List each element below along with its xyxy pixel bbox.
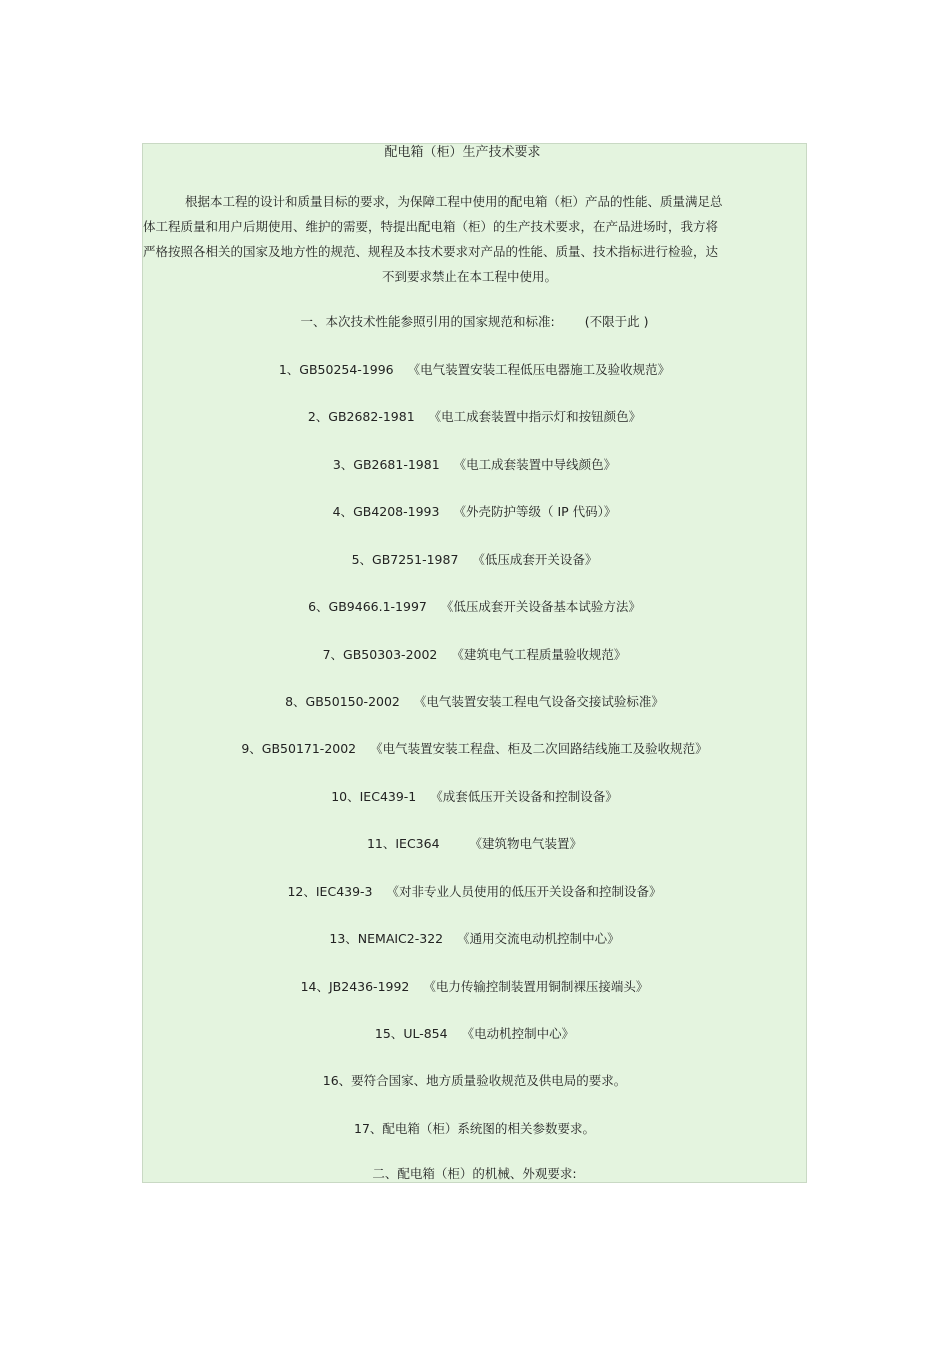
standard-item-3 <box>143 457 806 473</box>
standard-title: 《电气装置安装工程低压电器施工及验收规范》 <box>407 362 671 377</box>
section-2-heading: 二、配电箱（柜）的机械、外观要求: <box>372 1166 577 1181</box>
standard-title: 《低压成套开关设备》 <box>472 552 598 567</box>
standard-code: GB9466.1-1997 <box>328 599 427 614</box>
standard-title: 《外壳防护等级（ IP 代码）》 <box>453 504 617 519</box>
standard-code: JB2436-1992 <box>328 979 410 994</box>
standard-title: 《通用交流电动机控制中心》 <box>457 931 620 946</box>
standard-code: GB7251-1987 <box>372 552 459 567</box>
standard-title: 《电动机控制中心》 <box>461 1026 575 1041</box>
standard-code: GB50171-2002 <box>261 741 357 756</box>
standard-title: 《电气装置安装工程电气设备交接试验标准》 <box>413 694 664 709</box>
standard-number: 14、 <box>300 979 329 994</box>
standard-number: 15、 <box>374 1026 404 1041</box>
standard-title: 《对非专业人员使用的低压开关设备和控制设备》 <box>386 884 662 899</box>
section-1-heading <box>143 314 806 330</box>
standard-title: 《电气装置安装工程盘、柜及二次回路结线施工及验收规范》 <box>370 741 708 756</box>
standard-title: 《电工成套装置中导线颜色》 <box>453 457 617 472</box>
standard-code: IEC364 <box>395 836 440 851</box>
standard-item-15 <box>143 1026 806 1042</box>
standard-code: GB2682-1981 <box>328 409 415 424</box>
standard-item-7 <box>143 647 806 663</box>
standard-number: 12、 <box>287 884 316 899</box>
standard-item-8 <box>143 694 806 710</box>
standard-item-6 <box>143 599 806 615</box>
standard-title: 《电工成套装置中指示灯和按钮颜色》 <box>428 409 642 424</box>
standard-item-9 <box>143 741 806 757</box>
standard-item-10 <box>143 789 806 805</box>
standard-title: 《电力传输控制装置用铜制裸压接端头》 <box>423 979 649 994</box>
standard-number: 1、 <box>278 362 300 377</box>
standard-code: IEC439-1 <box>359 789 417 804</box>
standard-item-11 <box>143 836 806 852</box>
standard-code: GB50303-2002 <box>343 647 438 662</box>
intro-paragraph <box>143 189 808 289</box>
standard-code: GB50254-1996 <box>299 362 394 377</box>
standard-item-1 <box>143 362 806 378</box>
standard-code: GB50150-2002 <box>305 694 400 709</box>
document-title: 配电箱（柜）生产技术要求 <box>384 145 541 160</box>
standard-title: 《低压成套开关设备基本试验方法》 <box>440 599 641 614</box>
intro-line: 根据本工程的设计和质量目标的要求，为保障工程中使用的配电箱（柜）产品的性能、质量满足总 <box>185 194 723 209</box>
intro-line: 不到要求禁止在本工程中使用。 <box>381 269 557 284</box>
standard-code: GB2681-1981 <box>353 457 440 472</box>
standard-item-14 <box>143 979 806 995</box>
standard-code: GB4208-1993 <box>353 504 440 519</box>
standard-number: 8、 <box>285 694 306 709</box>
standard-number: 4、 <box>332 504 354 519</box>
standard-number: 2、 <box>307 409 329 424</box>
standard-code: UL-854 <box>403 1026 448 1041</box>
standard-item-4 <box>143 504 806 520</box>
section-heading-note: (不限于此 ) <box>584 314 649 329</box>
standard-number: 5、 <box>351 552 373 567</box>
standard-title: 《成套低压开关设备和控制设备》 <box>430 789 618 804</box>
standard-number: 11、 <box>366 836 396 851</box>
standard-item-5 <box>143 552 806 568</box>
document-page <box>142 143 807 1183</box>
standard-code: IEC439-3 <box>315 884 373 899</box>
standard-number: 7、 <box>322 647 344 662</box>
standard-number: 10、 <box>331 789 360 804</box>
standard-number: 6、 <box>308 599 329 614</box>
section-heading-text: 一、本次技术性能参照引用的国家规范和标准: <box>300 314 555 329</box>
standard-number: 9、 <box>241 741 262 756</box>
intro-line: 体工程质量和用户后期使用、维护的需要，特提出配电箱（柜）的生产技术要求，在产品进场时，我方将 <box>143 219 719 234</box>
standard-title: 《建筑物电气装置》 <box>469 836 583 851</box>
standard-item-13 <box>143 931 806 947</box>
standard-item-2 <box>143 409 806 425</box>
intro-line: 严格按照各相关的国家及地方性的规范、规程及本技术要求对产品的性能、质量、技术指标进行检验，达 <box>143 244 719 259</box>
standard-code: NEMAIC2-322 <box>357 931 444 946</box>
standard-item-12 <box>143 884 806 900</box>
standard-number: 13、 <box>329 931 358 946</box>
requirement-item-17: 17、配电箱（柜）系统图的相关参数要求。 <box>354 1121 595 1136</box>
requirement-item-16: 16、要符合国家、地方质量验收规范及供电局的要求。 <box>322 1073 627 1088</box>
standard-title: 《建筑电气工程质量验收规范》 <box>451 647 627 662</box>
standard-number: 3、 <box>332 457 354 472</box>
